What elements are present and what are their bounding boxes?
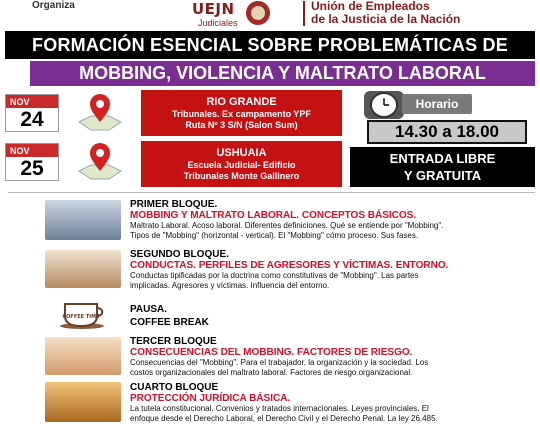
logo-main-text: UEJN: [192, 0, 235, 18]
seal-icon: [246, 1, 270, 25]
block-subtitle: MOBBING Y MALTRATO LABORAL. CONCEPTOS BÁSICOS.: [130, 210, 417, 221]
venue-address-line1: Tribunales. Ex campamento YPF: [172, 108, 311, 119]
block-desc-line1: Maltrato Laboral. Acoso laboral. Diferentes definiciones. Qué se entiende por "Mobbing".: [130, 221, 444, 230]
union-name: [311, 0, 460, 26]
date-badge-2: [5, 143, 59, 181]
schedule-label: Horario: [402, 94, 472, 114]
block3-image: [45, 337, 121, 375]
block-subtitle: COFFEE BREAK: [130, 317, 209, 328]
title-line2: MOBBING, VIOLENCIA Y MALTRATO LABORAL: [30, 61, 535, 86]
date-month: NOV: [6, 95, 58, 108]
union-name-line1: Unión de Empleados: [311, 0, 430, 13]
program-block-4: [130, 382, 535, 424]
title-line1: FORMACIÓN ESENCIAL SOBRE PROBLEMÁTICAS DE: [5, 31, 535, 59]
venue-box-1: [141, 90, 342, 136]
block-desc-line2: implicadas. Agresores y víctimas. Influencia del entorno.: [130, 281, 330, 290]
block-title: CUARTO BLOQUE: [130, 382, 219, 393]
venue-address-line1: Escuela Judicial- Edificio: [187, 159, 296, 170]
venue-city: USHUAIA: [216, 146, 267, 159]
entry-notice: [350, 147, 535, 187]
clock-icon: [370, 92, 398, 118]
block1-image: [45, 200, 121, 240]
date-day: 25: [20, 157, 44, 180]
union-name-line2: de la Justicia de la Nación: [311, 12, 461, 26]
block-title: PRIMER BLOQUE.: [130, 199, 218, 210]
block-subtitle: CONDUCTAS. PERFILES DE AGRESORES Y VÍCTIMAS. ENTORNO.: [130, 260, 449, 271]
coffee-sign-text: COFFEE TIME: [62, 314, 100, 320]
block4-image: [45, 382, 121, 422]
date-badge-1: [5, 94, 59, 132]
organizer-label: Organiza: [32, 0, 75, 11]
block-subtitle: CONSECUENCIAS DEL MOBBING. FACTORES DE RIESGO.: [130, 347, 413, 358]
block-desc-line2: costos organizacionales del maltrato laboral. Factores de riesgo organizacional.: [130, 368, 413, 377]
coffee-cup-icon: [57, 296, 107, 330]
block-desc-line1: Consecuencias del "Mobbing". Para el trabajador, la organización y la sociedad. Los: [130, 358, 429, 367]
schedule-hours: 14.30 a 18.00: [367, 120, 527, 144]
entry-line2: Y GRATUITA: [403, 168, 482, 183]
uejn-logo: [192, 0, 306, 28]
venue-box-2: [141, 141, 342, 187]
block-desc-line1: Conductas tipificadas por la doctrina como constitutivas de "Mobbing". Las partes: [130, 271, 419, 280]
block-desc-line2: Tipos de "Mobbing" (horizontal - vertical). El "Mobbing" cómo proceso. Sus fases.: [130, 231, 419, 240]
program-block-3: [130, 336, 535, 378]
date-month: NOV: [6, 144, 58, 157]
venue-city: RIO GRANDE: [206, 95, 277, 108]
program-block-1: [130, 199, 535, 241]
block-title: TERCER BLOQUE: [130, 336, 217, 347]
entry-line1: ENTRADA LIBRE: [389, 151, 496, 166]
program-block-pause: [130, 304, 535, 328]
date-day: 24: [20, 108, 44, 131]
map-pin-icon: [75, 92, 125, 132]
block-subtitle: PROTECCIÓN JURÍDICA BÁSICA.: [130, 393, 291, 404]
block-desc-line1: La tutela constitucional. Convenios y tratados internacionales. Leyes provinciales. El: [130, 404, 429, 413]
section-divider: [8, 192, 535, 193]
logo-sub-text: Judiciales: [198, 18, 238, 28]
program-block-2: [130, 249, 535, 291]
block-title: PAUSA.: [130, 304, 168, 315]
header-divider: [303, 1, 305, 26]
block-desc-line2: enfoque desde el Derecho Laboral, el Derecho Civil y el Derecho Penal. La ley 26.485.: [130, 414, 438, 423]
map-pin-icon: [75, 141, 125, 181]
venue-address-line2: Tribunales Monte Gallinero: [183, 170, 300, 181]
block2-image: [45, 250, 121, 288]
block-title: SEGUNDO BLOQUE.: [130, 249, 229, 260]
venue-address-line2: Ruta Nº 3 S/N (Salon Sum): [185, 119, 298, 130]
